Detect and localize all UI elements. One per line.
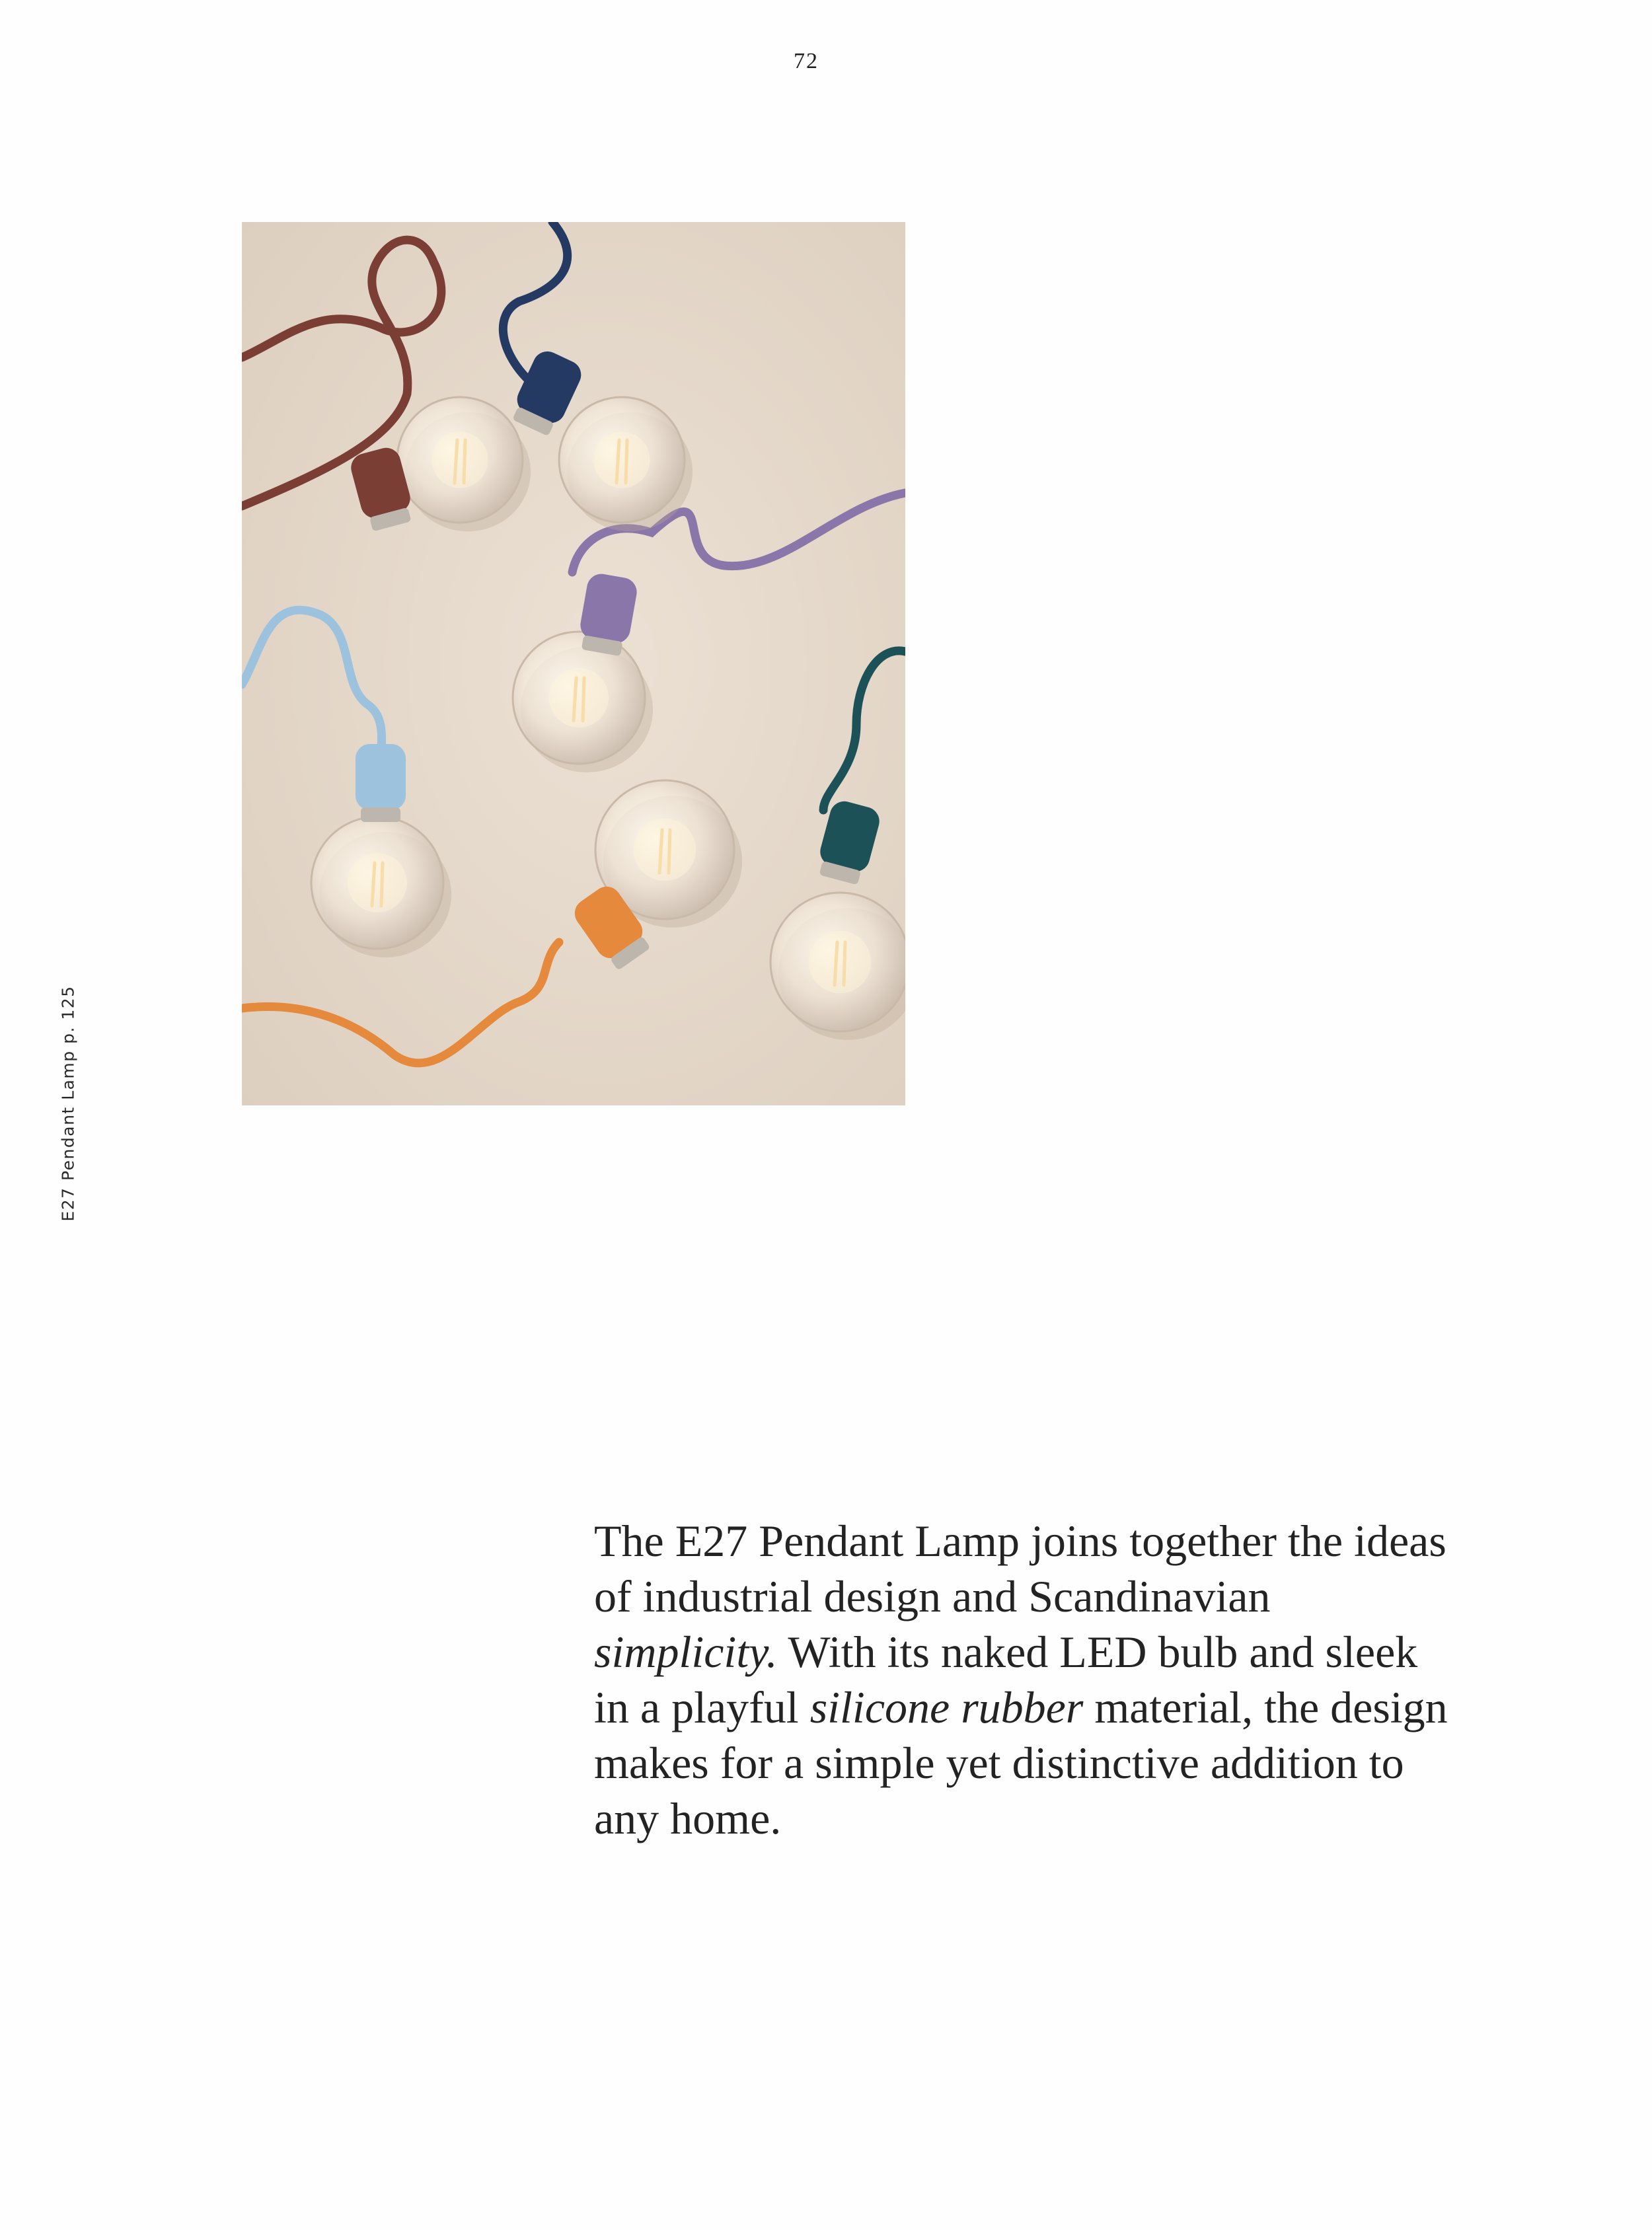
body-text-2: With its naked LED bulb and sleek in a playful [594,1627,1418,1732]
body-paragraph [594,1513,1453,1846]
photo-illustration [242,222,905,1105]
pendant-lamps-photo [242,222,905,1105]
side-caption: E27 Pendant Lamp p. 125 [58,985,78,1222]
body-text-3: material, the design makes for a simple yet distinctive addition to any home. [594,1682,1448,1843]
body-italic-simplicity: simplicity. [594,1627,778,1677]
body-text-1: The E27 Pendant Lamp joins together the ideas of industrial design and Scandinavian [594,1516,1446,1621]
body-italic-silicone: silicone rubber [809,1682,1084,1732]
page-number: 72 [794,49,819,73]
